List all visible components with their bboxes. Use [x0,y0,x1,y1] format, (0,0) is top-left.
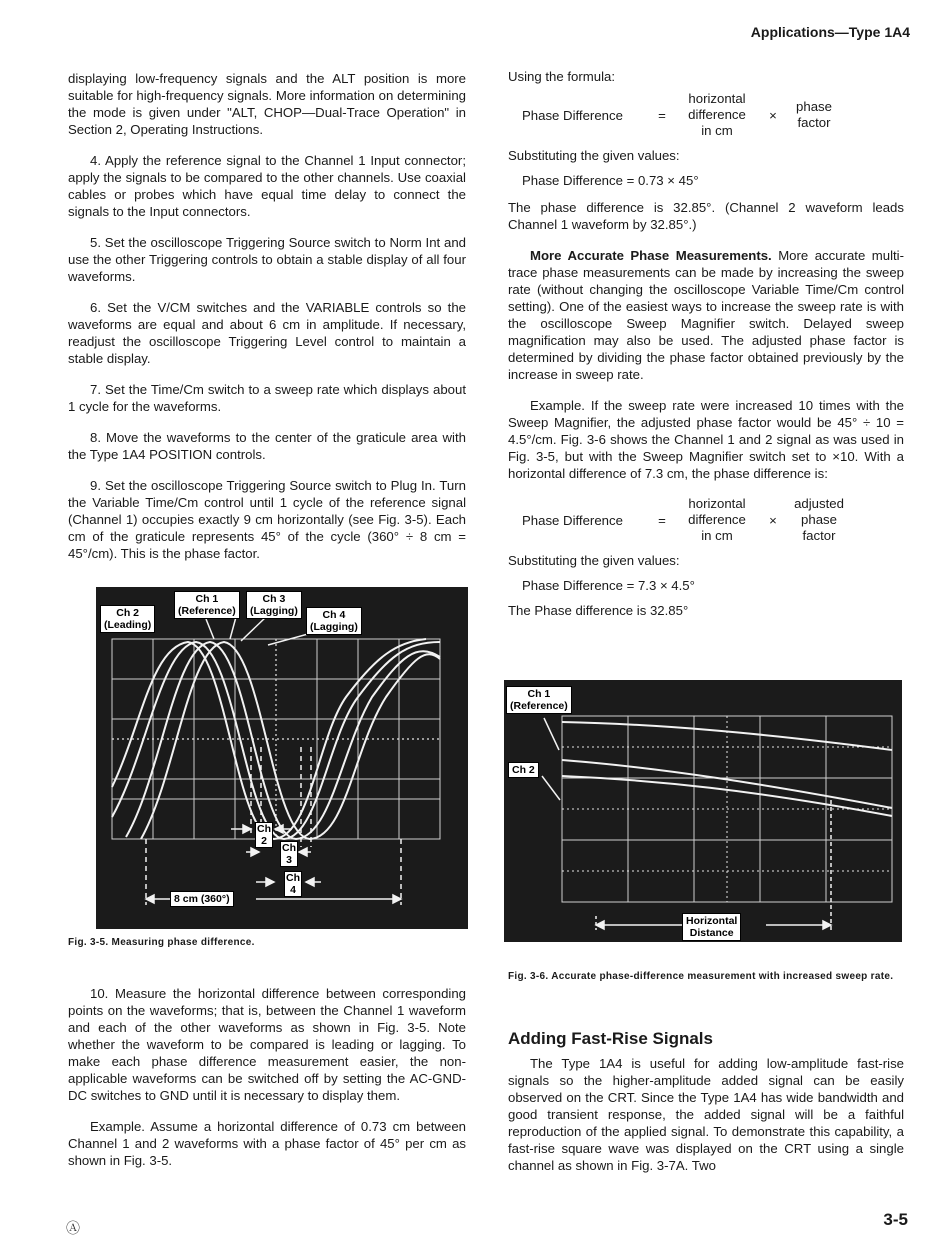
horizontal-distance-label: Horizontal Distance [682,913,741,941]
section-heading: Adding Fast-Rise Signals [508,1029,713,1048]
using-formula-text: Using the formula: [508,69,616,84]
step-6: 6. Set the V/CM switches and the VARIABLE controls so the waveforms are equal and about 6 cm in amplitude. If necessary, readjust the oscilloscope Triggering Level control to maintain a stable display. [68,300,466,366]
step-4: 4. Apply the reference signal to the Channel 1 Input connector; apply the signals to be compared to the other channels. Use coaxial cables or probes which have equal time delay to connect the signals to the Input connectors. [68,153,466,219]
result-paragraph-1: The phase difference is 32.85°. (Channel 2 waveform leads Channel 1 waveform by 32.85°.) [508,200,904,232]
formula-adjusted-phase: Phase Difference = horizontal difference in cm × adjusted phase factor [522,496,844,543]
step-5: 5. Set the oscilloscope Triggering Source switch to Norm Int and use the other Triggering controls to obtain a stable display of all four waveforms. [68,235,466,284]
step-10: 10. Measure the horizontal difference between corresponding points on the waveforms; that is, between the Channel 1 waveform and each of the other waveforms as shown in Fig. 3-5. Note whether the waveform to be compared is leading or lagging. To make each phase difference measurement easier, the non-applicable waveforms can be switched off by setting the AC-GND-DC switches to GND until it is necessary to display them. [68,986,466,1103]
span-8cm-label: 8 cm (360°) [170,891,234,907]
step-9: 9. Set the oscilloscope Triggering Source switch to Plug In. Turn the Variable Time/Cm control until 1 cycle of the reference signal (Channel 1) occupies exactly 9 cm horizontally (see Fig. 3-5). Each cm of the graticule represents 45° of the cycle (360° ÷ 8 cm = 45°/cm). This is the phase factor. [68,478,466,561]
fig6-ch2-label: Ch 2 [508,762,539,778]
right-column-lower [508,1030,904,1188]
step-8: 8. Move the waveforms to the center of the graticule area with the Type 1A4 POSITION controls. [68,430,466,462]
publisher-mark: Ⓐ [66,1220,80,1236]
right-column [508,68,904,633]
figure-3-6-caption: Fig. 3-6. Accurate phase-difference measurement with increased sweep rate. [508,971,894,982]
left-column-lower [68,985,466,1183]
ch1-reference-label: Ch 1 (Reference) [174,591,240,619]
substituting-text-2: Substituting the given values: [508,553,680,568]
figure-3-5-scope-photo [96,587,468,929]
formula-phase-difference: Phase Difference = horizontal difference in cm × phase factor [522,91,832,138]
figure-3-5-caption: Fig. 3-5. Measuring phase difference. [68,937,255,948]
step-7: 7. Set the Time/Cm switch to a sweep rate which displays about 1 cycle for the waveforms. [68,382,466,414]
more-accurate-paragraph: More Accurate Phase Measurements. More accurate multi-trace phase measurements can be made by increasing the sweep rate (without changing the oscilloscope Variable Time/Cm control setting). One of the easiest ways to increase the sweep rate is with the oscilloscope Sweep Magnifier switch. Delayed sweep magnification may also be used. The adjusted phase factor is determined by dividing the phase factor obtained previously by the increase in sweep rate. [508,248,904,382]
ch4-lagging-label: Ch 4 (Lagging) [306,607,362,635]
example-2-paragraph: Example. If the sweep rate were increased 10 times with the Sweep Magnifier, the adjusted phase factor would be 45° ÷ 10 = 4.5°/cm. Fig. 3-6 shows the Channel 1 and 2 signal as was used in Fig. 3-5, but with the Sweep Magnifier switch set to ×10. With a horizontal difference of 7.3 cm, the phase difference is: [508,398,904,481]
ch4-marker-label: Ch 4 [286,872,300,896]
left-column [68,70,466,576]
figure-3-6-scope-photo [504,680,902,942]
result-paragraph-2: The Phase difference is 32.85° [508,603,689,618]
page-number: 3-5 [883,1210,908,1229]
ch3-marker-label: Ch 3 [282,842,296,866]
formula-values-2: Phase Difference = 7.3 × 4.5° [522,578,695,593]
fast-rise-paragraph: The Type 1A4 is useful for adding low-amplitude fast-rise signals so the higher-amplitude added signal can be easily observed on the CRT. Since the Type 1A4 has wide bandwidth and good transient response, the added signal will be a faithful reproduction of the applied signal. To demonstrate this capability, a fast-rise square wave was displayed on the CRT using a single channel as shown in Fig. 3-7A. Two [508,1056,904,1173]
waveform-graticule-2 [504,680,902,942]
fig6-ch1-reference-label: Ch 1 (Reference) [506,686,572,714]
ch2-leading-label: Ch 2 (Leading) [100,605,155,633]
ch2-marker-label: Ch 2 [257,823,271,847]
waveform-graticule-1 [96,587,468,929]
example-paragraph: Example. Assume a horizontal difference of 0.73 cm between Channel 1 and 2 waveforms with a phase factor of 45° per cm as shown in Fig. 3-5. [68,1119,466,1168]
paragraph-continued: displaying low-frequency signals and the ALT position is more suitable for high-frequency signals. More information on determining the mode is given under "ALT, CHOP—Dual-Trace Operation" in Section 2, Operating Instructions. [68,71,466,137]
formula-values-1: Phase Difference = 0.73 × 45° [522,173,699,188]
running-header: Applications—Type 1A4 [750,24,910,40]
ch3-lagging-label: Ch 3 (Lagging) [246,591,302,619]
substituting-text-1: Substituting the given values: [508,148,680,163]
